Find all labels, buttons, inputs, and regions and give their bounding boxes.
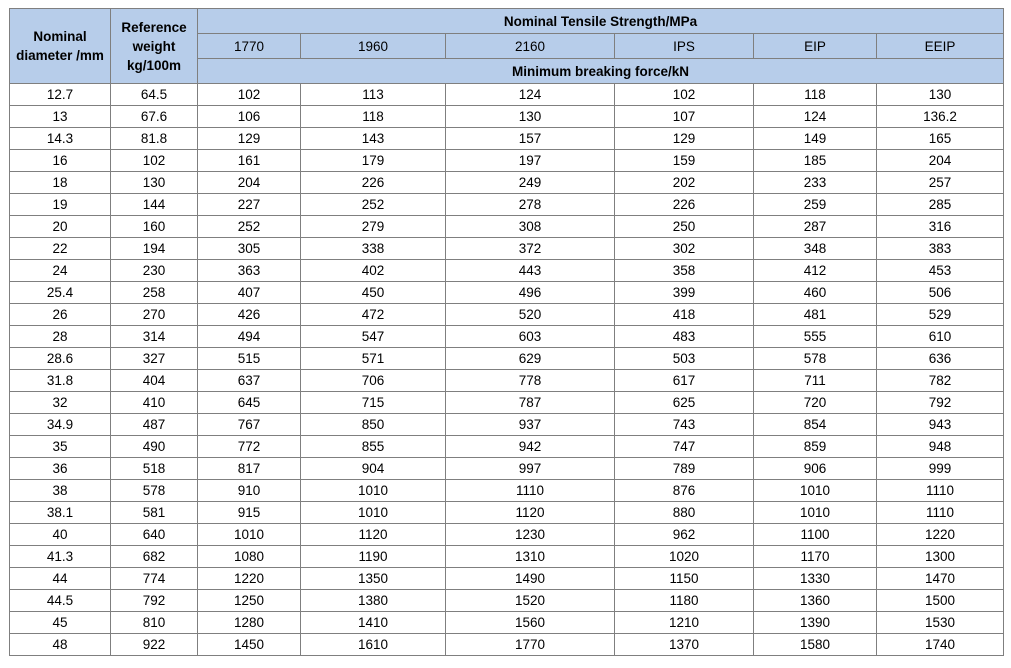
table-cell: 999: [877, 458, 1004, 480]
table-cell: 571: [301, 348, 446, 370]
table-header: [10, 9, 1004, 84]
table-cell: 880: [615, 502, 754, 524]
table-row: [10, 326, 1004, 348]
table-cell: 1120: [301, 524, 446, 546]
table-cell: 44.5: [10, 590, 111, 612]
table-cell: 1470: [877, 568, 1004, 590]
table-cell: 185: [754, 150, 877, 172]
table-row: [10, 150, 1004, 172]
table-cell: 402: [301, 260, 446, 282]
table-cell: 305: [198, 238, 301, 260]
table-cell: 962: [615, 524, 754, 546]
table-cell: 285: [877, 194, 1004, 216]
header-tensile-strength-group: Nominal Tensile Strength/MPa: [198, 9, 1004, 34]
table-cell: 715: [301, 392, 446, 414]
header-grade-1960: 1960: [301, 34, 446, 59]
table-cell: 159: [615, 150, 754, 172]
table-cell: 227: [198, 194, 301, 216]
table-cell: 197: [446, 150, 615, 172]
table-cell: 41.3: [10, 546, 111, 568]
table-row: [10, 546, 1004, 568]
header-reference-weight: Reference weight kg/100m: [111, 9, 198, 84]
table-row: [10, 216, 1004, 238]
table-cell: 810: [111, 612, 198, 634]
table-cell: 1350: [301, 568, 446, 590]
table-cell: 118: [301, 106, 446, 128]
table-cell: 1230: [446, 524, 615, 546]
table-cell: 547: [301, 326, 446, 348]
table-cell: 743: [615, 414, 754, 436]
table-cell: 233: [754, 172, 877, 194]
table-cell: 16: [10, 150, 111, 172]
table-cell: 496: [446, 282, 615, 304]
table-cell: 418: [615, 304, 754, 326]
table-cell: 645: [198, 392, 301, 414]
table-cell: 48: [10, 634, 111, 656]
table-cell: 1740: [877, 634, 1004, 656]
breaking-force-table: [9, 8, 1004, 656]
table-cell: 36: [10, 458, 111, 480]
table-cell: 12.7: [10, 84, 111, 106]
header-nominal-diameter: Nominal diameter /mm: [10, 9, 111, 84]
table-cell: 279: [301, 216, 446, 238]
table-cell: 1150: [615, 568, 754, 590]
table-cell: 915: [198, 502, 301, 524]
table-row: [10, 458, 1004, 480]
table-cell: 711: [754, 370, 877, 392]
table-row: [10, 502, 1004, 524]
table-row: [10, 524, 1004, 546]
table-cell: 1180: [615, 590, 754, 612]
table-cell: 410: [111, 392, 198, 414]
table-cell: 487: [111, 414, 198, 436]
table-cell: 617: [615, 370, 754, 392]
table-cell: 348: [754, 238, 877, 260]
table-cell: 472: [301, 304, 446, 326]
table-cell: 338: [301, 238, 446, 260]
table-row: [10, 304, 1004, 326]
table-cell: 226: [615, 194, 754, 216]
table-cell: 1390: [754, 612, 877, 634]
table-cell: 165: [877, 128, 1004, 150]
table-cell: 494: [198, 326, 301, 348]
table-cell: 778: [446, 370, 615, 392]
table-cell: 38.1: [10, 502, 111, 524]
table-cell: 314: [111, 326, 198, 348]
table-cell: 412: [754, 260, 877, 282]
table-cell: 529: [877, 304, 1004, 326]
table-cell: 910: [198, 480, 301, 502]
table-cell: 372: [446, 238, 615, 260]
table-cell: 258: [111, 282, 198, 304]
table-cell: 302: [615, 238, 754, 260]
table-cell: 28.6: [10, 348, 111, 370]
table-cell: 129: [198, 128, 301, 150]
table-cell: 792: [877, 392, 1004, 414]
table-row: [10, 106, 1004, 128]
table-row: [10, 282, 1004, 304]
table-cell: 792: [111, 590, 198, 612]
table-cell: 13: [10, 106, 111, 128]
table-cell: 130: [446, 106, 615, 128]
table-cell: 287: [754, 216, 877, 238]
table-cell: 45: [10, 612, 111, 634]
table-row: [10, 392, 1004, 414]
table-cell: 855: [301, 436, 446, 458]
table-cell: 876: [615, 480, 754, 502]
table-cell: 124: [446, 84, 615, 106]
table-cell: 426: [198, 304, 301, 326]
table-cell: 1010: [754, 502, 877, 524]
table-row: [10, 414, 1004, 436]
table-cell: 518: [111, 458, 198, 480]
table-cell: 1360: [754, 590, 877, 612]
table-cell: 143: [301, 128, 446, 150]
table-cell: 1250: [198, 590, 301, 612]
table-cell: 124: [754, 106, 877, 128]
table-cell: 503: [615, 348, 754, 370]
table-cell: 1330: [754, 568, 877, 590]
table-cell: 1010: [301, 502, 446, 524]
table-cell: 787: [446, 392, 615, 414]
table-row: [10, 172, 1004, 194]
header-grade-1770: 1770: [198, 34, 301, 59]
table-cell: 14.3: [10, 128, 111, 150]
table-cell: 942: [446, 436, 615, 458]
table-cell: 136.2: [877, 106, 1004, 128]
table-cell: 637: [198, 370, 301, 392]
table-cell: 490: [111, 436, 198, 458]
table-cell: 144: [111, 194, 198, 216]
table-cell: 1500: [877, 590, 1004, 612]
table-cell: 35: [10, 436, 111, 458]
table-cell: 204: [198, 172, 301, 194]
table-cell: 399: [615, 282, 754, 304]
table-cell: 460: [754, 282, 877, 304]
table-row: [10, 370, 1004, 392]
table-cell: 106: [198, 106, 301, 128]
table-cell: 383: [877, 238, 1004, 260]
table-cell: 270: [111, 304, 198, 326]
table-cell: 161: [198, 150, 301, 172]
table-cell: 1100: [754, 524, 877, 546]
table-cell: 1110: [446, 480, 615, 502]
table-cell: 67.6: [111, 106, 198, 128]
table-cell: 706: [301, 370, 446, 392]
table-cell: 520: [446, 304, 615, 326]
table-cell: 404: [111, 370, 198, 392]
table-cell: 363: [198, 260, 301, 282]
table-cell: 20: [10, 216, 111, 238]
table-cell: 278: [446, 194, 615, 216]
table-cell: 259: [754, 194, 877, 216]
table-cell: 943: [877, 414, 1004, 436]
table-cell: 129: [615, 128, 754, 150]
table-cell: 308: [446, 216, 615, 238]
table-cell: 859: [754, 436, 877, 458]
table-cell: 81.8: [111, 128, 198, 150]
table-cell: 38: [10, 480, 111, 502]
table-cell: 817: [198, 458, 301, 480]
table-cell: 555: [754, 326, 877, 348]
table-cell: 157: [446, 128, 615, 150]
table-cell: 1280: [198, 612, 301, 634]
header-grade-eip: EIP: [754, 34, 877, 59]
table-cell: 904: [301, 458, 446, 480]
table-cell: 1120: [446, 502, 615, 524]
table-cell: 629: [446, 348, 615, 370]
table-cell: 64.5: [111, 84, 198, 106]
table-cell: 1220: [877, 524, 1004, 546]
table-cell: 22: [10, 238, 111, 260]
table-cell: 578: [111, 480, 198, 502]
table-cell: 204: [877, 150, 1004, 172]
table-cell: 102: [615, 84, 754, 106]
table-cell: 130: [111, 172, 198, 194]
header-grade-2160: 2160: [446, 34, 615, 59]
table-cell: 1080: [198, 546, 301, 568]
table-cell: 782: [877, 370, 1004, 392]
table-cell: 922: [111, 634, 198, 656]
table-cell: 483: [615, 326, 754, 348]
table-cell: 407: [198, 282, 301, 304]
table-cell: 1010: [198, 524, 301, 546]
table-cell: 40: [10, 524, 111, 546]
table-cell: 160: [111, 216, 198, 238]
table-cell: 682: [111, 546, 198, 568]
table-cell: 1370: [615, 634, 754, 656]
table-cell: 906: [754, 458, 877, 480]
table-cell: 1530: [877, 612, 1004, 634]
table-cell: 130: [877, 84, 1004, 106]
table-cell: 31.8: [10, 370, 111, 392]
table-cell: 767: [198, 414, 301, 436]
table-cell: 603: [446, 326, 615, 348]
table-row: [10, 128, 1004, 150]
table-cell: 1300: [877, 546, 1004, 568]
table-cell: 32: [10, 392, 111, 414]
table-cell: 937: [446, 414, 615, 436]
table-cell: 506: [877, 282, 1004, 304]
table-row: [10, 348, 1004, 370]
table-cell: 443: [446, 260, 615, 282]
table-cell: 1110: [877, 480, 1004, 502]
table-cell: 515: [198, 348, 301, 370]
table-cell: 1010: [754, 480, 877, 502]
table-cell: 636: [877, 348, 1004, 370]
table-cell: 102: [198, 84, 301, 106]
table-row: [10, 84, 1004, 106]
table-cell: 194: [111, 238, 198, 260]
table-cell: 948: [877, 436, 1004, 458]
table-cell: 252: [198, 216, 301, 238]
table-cell: 316: [877, 216, 1004, 238]
table-cell: 44: [10, 568, 111, 590]
table-cell: 578: [754, 348, 877, 370]
header-min-breaking-force: Minimum breaking force/kN: [198, 59, 1004, 84]
table-cell: 19: [10, 194, 111, 216]
table-row: [10, 612, 1004, 634]
table-cell: 581: [111, 502, 198, 524]
table-cell: 850: [301, 414, 446, 436]
table-cell: 202: [615, 172, 754, 194]
table-cell: 1220: [198, 568, 301, 590]
table-cell: 327: [111, 348, 198, 370]
table-row: [10, 568, 1004, 590]
table-cell: 1190: [301, 546, 446, 568]
table-cell: 774: [111, 568, 198, 590]
table-cell: 25.4: [10, 282, 111, 304]
table-row: [10, 480, 1004, 502]
table-cell: 747: [615, 436, 754, 458]
table-cell: 118: [754, 84, 877, 106]
header-grade-eeip: EEIP: [877, 34, 1004, 59]
table-cell: 230: [111, 260, 198, 282]
table-cell: 102: [111, 150, 198, 172]
table-cell: 854: [754, 414, 877, 436]
table-cell: 179: [301, 150, 446, 172]
table-row: [10, 590, 1004, 612]
table-cell: 252: [301, 194, 446, 216]
table-cell: 226: [301, 172, 446, 194]
table-cell: 18: [10, 172, 111, 194]
table-cell: 257: [877, 172, 1004, 194]
table-row: [10, 260, 1004, 282]
table-cell: 1170: [754, 546, 877, 568]
table-cell: 772: [198, 436, 301, 458]
table-cell: 720: [754, 392, 877, 414]
table-cell: 625: [615, 392, 754, 414]
table-cell: 481: [754, 304, 877, 326]
table-cell: 1210: [615, 612, 754, 634]
table-cell: 1520: [446, 590, 615, 612]
table-body: [10, 84, 1004, 656]
table-cell: 1020: [615, 546, 754, 568]
table-cell: 24: [10, 260, 111, 282]
table-cell: 789: [615, 458, 754, 480]
table-cell: 610: [877, 326, 1004, 348]
table-cell: 1560: [446, 612, 615, 634]
table-cell: 113: [301, 84, 446, 106]
table-row: [10, 194, 1004, 216]
table-cell: 640: [111, 524, 198, 546]
table-cell: 26: [10, 304, 111, 326]
table-cell: 28: [10, 326, 111, 348]
table-cell: 1770: [446, 634, 615, 656]
table-row: [10, 436, 1004, 458]
table-cell: 34.9: [10, 414, 111, 436]
table-cell: 1580: [754, 634, 877, 656]
table-cell: 453: [877, 260, 1004, 282]
table-row: [10, 238, 1004, 260]
table-cell: 250: [615, 216, 754, 238]
table-cell: 1010: [301, 480, 446, 502]
table-cell: 1110: [877, 502, 1004, 524]
table-cell: 450: [301, 282, 446, 304]
table-cell: 1410: [301, 612, 446, 634]
table-cell: 1310: [446, 546, 615, 568]
table-cell: 149: [754, 128, 877, 150]
table-cell: 249: [446, 172, 615, 194]
table-cell: 997: [446, 458, 615, 480]
table-cell: 1610: [301, 634, 446, 656]
table-cell: 1450: [198, 634, 301, 656]
header-grade-ips: IPS: [615, 34, 754, 59]
table-cell: 1490: [446, 568, 615, 590]
table-row: [10, 634, 1004, 656]
table-container: [9, 8, 1003, 656]
table-cell: 1380: [301, 590, 446, 612]
table-cell: 358: [615, 260, 754, 282]
table-cell: 107: [615, 106, 754, 128]
